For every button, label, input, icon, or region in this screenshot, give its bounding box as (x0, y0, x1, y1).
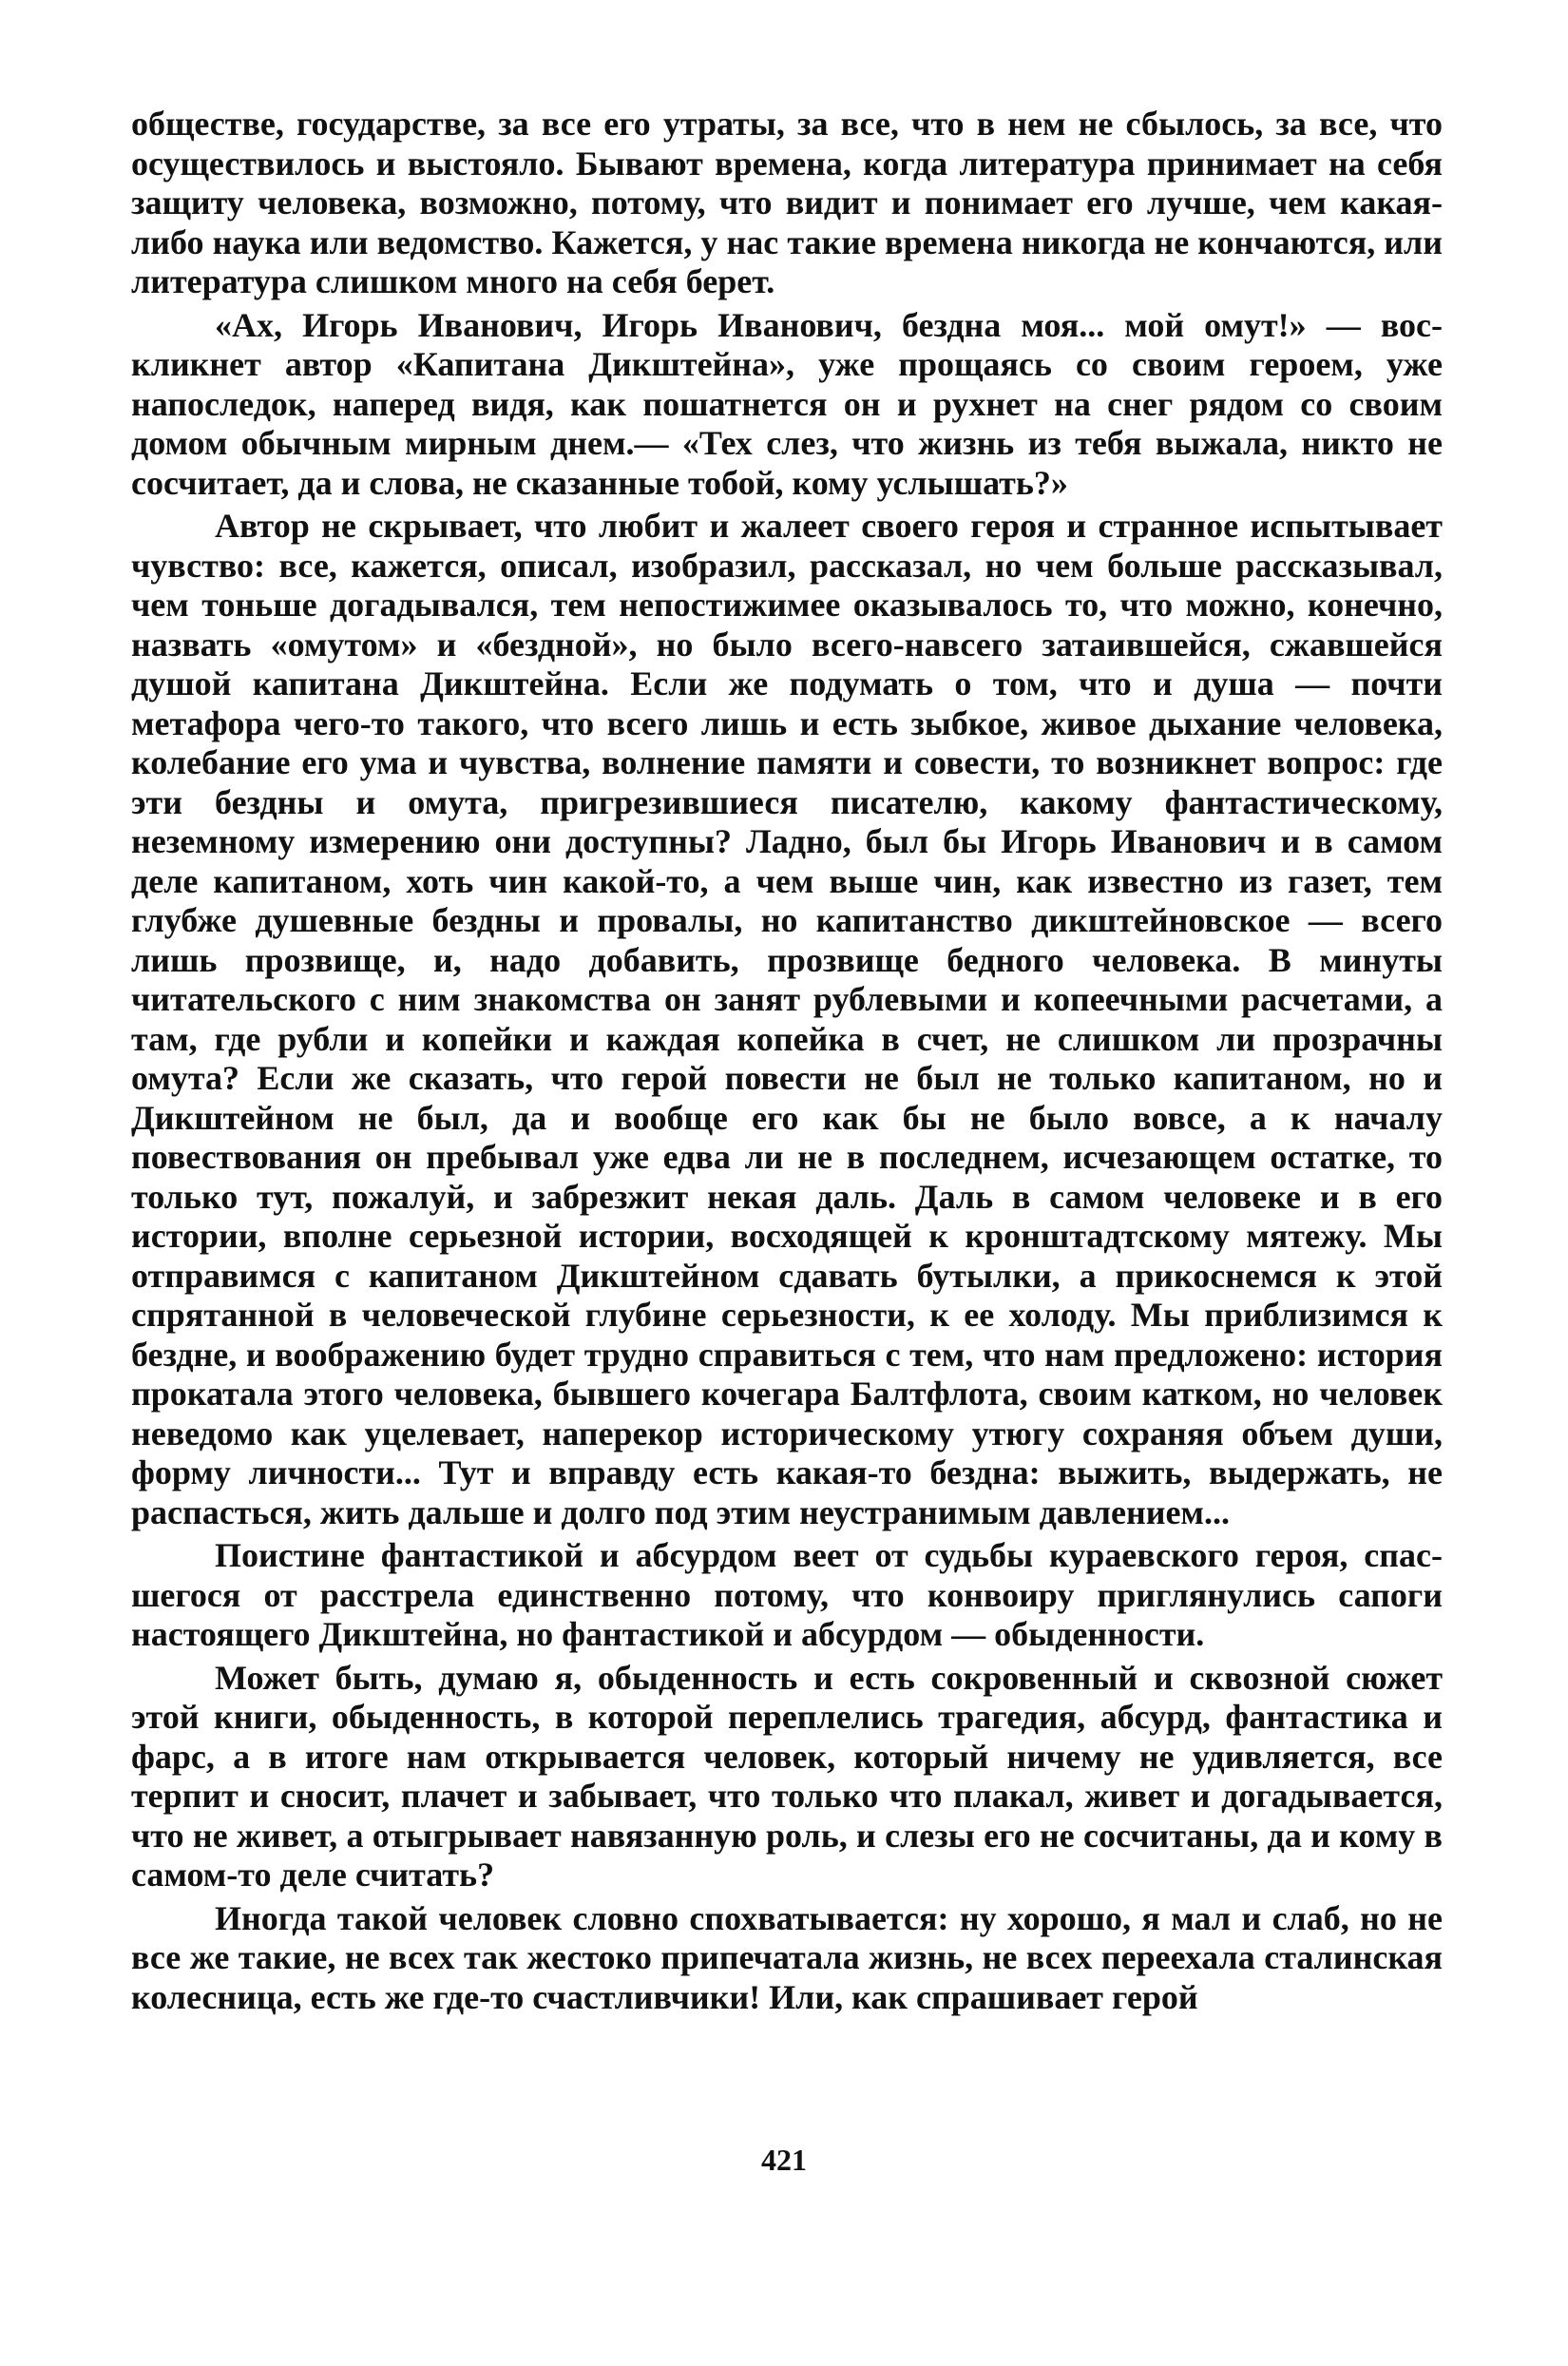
paragraph-2: «Ах, Игорь Иванович, Игорь Иванович, бездна моя... мой омут!» — воскликнет автор «Капитана Дикштейна», уже прощаясь со своим героем, уже напоследок, наперед видя, как пошатнется он и рухнет на снег рядом со своим домом обычным мирным днем.— «Тех слез, что жизнь из тебя выжала, никто не сосчитает, да и слова, не сказанные тобой, кому услышать?» (131, 305, 1443, 502)
paragraph-3: Автор не скрывает, что любит и жалеет своего героя и странное испытывает чувство: все, кажется, описал, изобразил, рассказал, но чем больше рассказывал, чем тоньше догадывался, тем непостижимее оказывалось то, что можно, конечно, назвать «омутом» и «бездной», но было всего-навсего затаившейся, сжавшейся душой капитана Дикштейна. Если же подумать о том, что и душа — почти метафора чего-то такого, что всего лишь и есть зыбкое, живое дыхание человека, колебание его ума и чувства, волнение памяти и совести, то возникнет вопрос: где эти бездны и омута, пригрезившиеся писателю, какому фантастическому, неземному измерению они доступны? Ладно, был бы Игорь Иванович и в самом деле капитаном, хоть чин какой-то, а чем выше чин, как известно из газет, тем глубже душевные бездны и провалы, но капитанство дикштейновское — всего лишь прозвище, и, надо добавить, прозвище бедного человека. В минуты читательского с ним знакомства он занят рублевыми и копеечными расчетами, а там, где рубли и копейки и каждая копейка в счет, не слишком ли прозрачны омута? Если же сказать, что герой повести не был не только капитаном, но и Дикштейном не был, да и вообще его как бы не было вовсе, а к началу повествования он пребывал уже едва ли не в последнем, исчезающем остатке, то только тут, пожалуй, и забрезжит некая даль. Даль в самом человеке и в его истории, вполне серьезной истории, восходящей к кронштадтскому мятежу. Мы отправимся с капитаном Дикштейном сдавать бутылки, а прикоснемся к этой спрятанной в человеческой глубине серьезности, к ее холоду. Мы приблизимся к бездне, и воображению будет трудно справиться с тем, что нам предложено: история прокатала этого человека, бывшего кочегара Балтфлота, своим катком, но человек неведомо как уцелевает, наперекор историческому утюгу сохраняя объем души, форму личности... Тут и вправду есть какая-то бездна: выжить, выдержать, не распасться, жить дальше и долго под этим неустранимым давлением... (131, 507, 1443, 1531)
paragraph-5: Может быть, думаю я, обыденность и есть сокровенный и сквозной сюжет этой книги, обыденность, в которой переплелись трагедия, абсурд, фантастика и фарс, а в итоге нам открывается человек, который ничему не удивляется, все терпит и сносит, плачет и забывает, что только что плакал, живет и догадывается, что не живет, а отыгрывает навязанную роль, и слезы его не сосчитаны, да и кому в самом-то деле считать? (131, 1658, 1443, 1894)
page-body (131, 105, 1443, 2021)
paragraph-6: Иногда такой человек словно спохватывается: ну хорошо, я мал и слаб, но не все же такие, не всех так жестоко припечатала жизнь, не всех переехала сталинская колесница, есть же где-то счастливчики! Или, как спрашивает герой (131, 1898, 1443, 2016)
page-number: 421 (761, 2143, 807, 2177)
paragraph-4: Поистине фантастикой и абсурдом веет от судьбы кураевского героя, спасшегося от расстрела единственно потому, что конвоиру приглянулись сапоги настоящего Дикштейна, но фантастикой и абсурдом — обыденности. (131, 1536, 1443, 1653)
paragraph-1: обществе, государстве, за все его утраты, за все, что в нем не сбылось, за все, что осуществилось и выстояло. Бывают времена, когда литература принимает на себя защиту человека, возможно, потому, что видит и понимает его лучше, чем какая-либо наука или ведомство. Кажется, у нас такие времена никогда не кончаются, или литература слишком много на себя берет. (131, 105, 1443, 300)
